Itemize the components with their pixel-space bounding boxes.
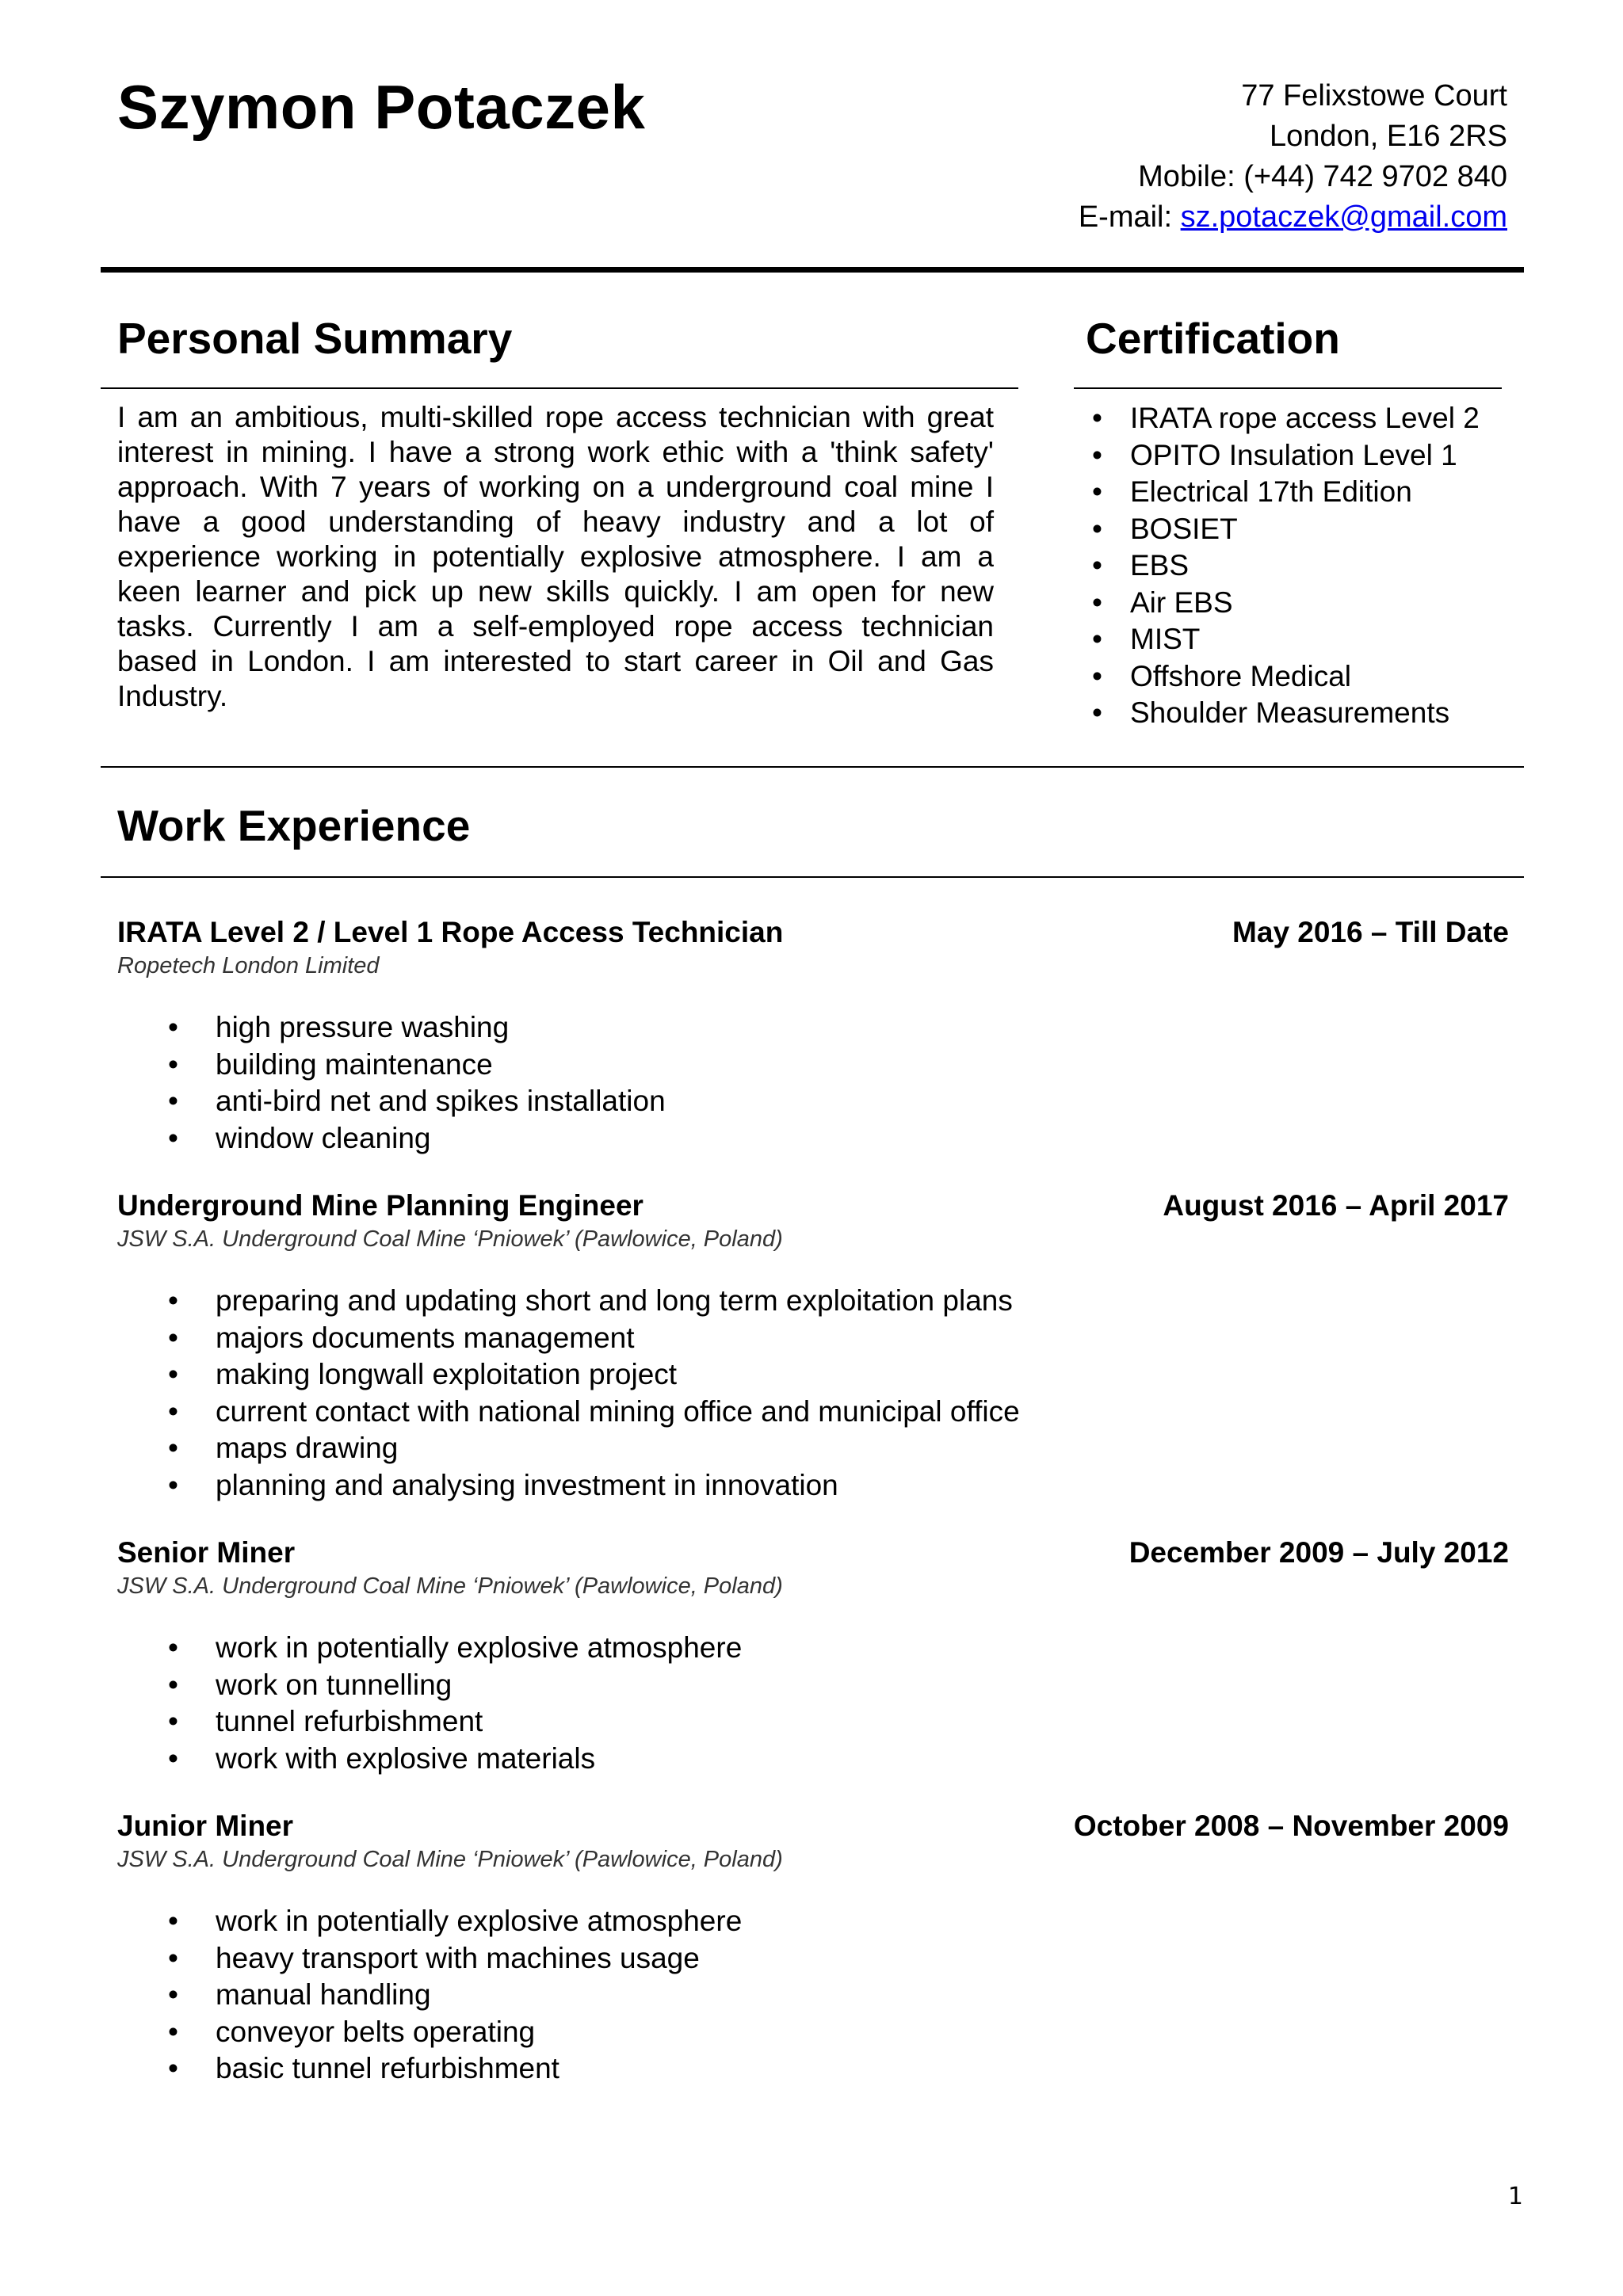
job-entry [117, 1811, 1509, 2088]
summary-heading-rule [101, 387, 1018, 389]
job-title: IRATA Level 2 / Level 1 Rope Access Technician [117, 916, 784, 948]
section-divider [101, 766, 1524, 768]
duty-item: • making longwall exploitation project [117, 1356, 1509, 1394]
duty-item: • tunnel refurbishment [117, 1703, 1509, 1741]
job-duties [117, 1903, 1509, 2088]
certification-item: • Electrical 17th Edition [1086, 474, 1480, 511]
certification-item: • Offshore Medical [1086, 658, 1480, 696]
email-row [1079, 197, 1507, 238]
work-heading-rule [101, 876, 1524, 878]
job-title: Junior Miner [117, 1810, 294, 1842]
certification-list [1086, 400, 1480, 732]
contact-block [1079, 76, 1507, 238]
mobile-number: Mobile: (+44) 742 9702 840 [1138, 160, 1507, 193]
job-dates: August 2016 – April 2017 [1163, 1189, 1509, 1222]
job-dates: October 2008 – November 2009 [1073, 1810, 1509, 1842]
duty-item: • work in potentially explosive atmosphere [117, 1903, 1509, 1940]
certification-item: • BOSIET [1086, 511, 1480, 548]
job-entry [117, 917, 1509, 1157]
duty-item: • basic tunnel refurbishment [117, 2050, 1509, 2088]
header-divider [101, 267, 1524, 273]
certification-item: • OPITO Insulation Level 1 [1086, 437, 1480, 475]
address-line-1: 77 Felixstowe Court [1241, 79, 1507, 113]
certification-heading: Certification [1086, 314, 1340, 363]
duty-item: • maps drawing [117, 1430, 1509, 1467]
job-duties [117, 1009, 1509, 1157]
job-duties [117, 1283, 1509, 1504]
job-duties [117, 1630, 1509, 1777]
job-company: Ropetech London Limited [117, 953, 380, 978]
job-company: JSW S.A. Underground Coal Mine ‘Pniowek’ (Pawlowice, Poland) [117, 1847, 783, 1872]
job-dates: May 2016 – Till Date [1232, 916, 1509, 948]
job-entry [117, 1191, 1509, 1504]
duty-item: • building maintenance [117, 1047, 1509, 1084]
certification-heading-rule [1074, 387, 1502, 389]
job-entry [117, 1538, 1509, 1777]
certification-item: • Shoulder Measurements [1086, 695, 1480, 732]
duty-item: • work with explosive materials [117, 1741, 1509, 1778]
job-title: Underground Mine Planning Engineer [117, 1189, 643, 1222]
duty-item: • work on tunnelling [117, 1667, 1509, 1704]
job-company: JSW S.A. Underground Coal Mine ‘Pniowek’ (Pawlowice, Poland) [117, 1573, 783, 1599]
job-company: JSW S.A. Underground Coal Mine ‘Pniowek’ (Pawlowice, Poland) [117, 1226, 783, 1252]
page-number: 1 [1507, 2183, 1523, 2210]
duty-item: • heavy transport with machines usage [117, 1940, 1509, 1978]
duty-item: • preparing and updating short and long term exploitation plans [117, 1283, 1509, 1320]
duty-item: • high pressure washing [117, 1009, 1509, 1047]
certification-item: • EBS [1086, 547, 1480, 585]
email-label: E-mail: [1078, 200, 1181, 234]
duty-item: • anti-bird net and spikes installation [117, 1083, 1509, 1120]
duty-item: • planning and analysing investment in innovation [117, 1467, 1509, 1505]
certification-item: • Air EBS [1086, 585, 1480, 622]
duty-item: • majors documents management [117, 1320, 1509, 1357]
work-experience-heading: Work Experience [117, 801, 471, 850]
address-line-2: London, E16 2RS [1269, 120, 1507, 153]
email-link[interactable]: sz.potaczek@gmail.com [1180, 200, 1507, 234]
job-dates: December 2009 – July 2012 [1128, 1536, 1509, 1569]
candidate-name: Szymon Potaczek [117, 72, 646, 142]
certification-item: • MIST [1086, 621, 1480, 658]
duty-item: • window cleaning [117, 1120, 1509, 1158]
duty-item: • work in potentially explosive atmosphere [117, 1630, 1509, 1667]
duty-item: • conveyor belts operating [117, 2014, 1509, 2051]
duty-item: • manual handling [117, 1977, 1509, 2014]
personal-summary-heading: Personal Summary [117, 314, 513, 363]
job-title: Senior Miner [117, 1536, 296, 1569]
duty-item: • current contact with national mining office and municipal office [117, 1394, 1509, 1431]
certification-item: • IRATA rope access Level 2 [1086, 400, 1480, 437]
personal-summary-text: I am an ambitious, multi-skilled rope access technician with great interest in mining. I have a strong work ethic with a 'think safety' approach. With 7 years of working on a underground coal mine I have a good understanding of heavy industry and a lot of experience working in potentially explosive atmosphere. I am a keen learner and pick up new skills quickly. I am open for new tasks. Currently I am a self-employed rope access technician based in London. I am interested to start career in Oil and Gas Industry. [117, 401, 994, 712]
